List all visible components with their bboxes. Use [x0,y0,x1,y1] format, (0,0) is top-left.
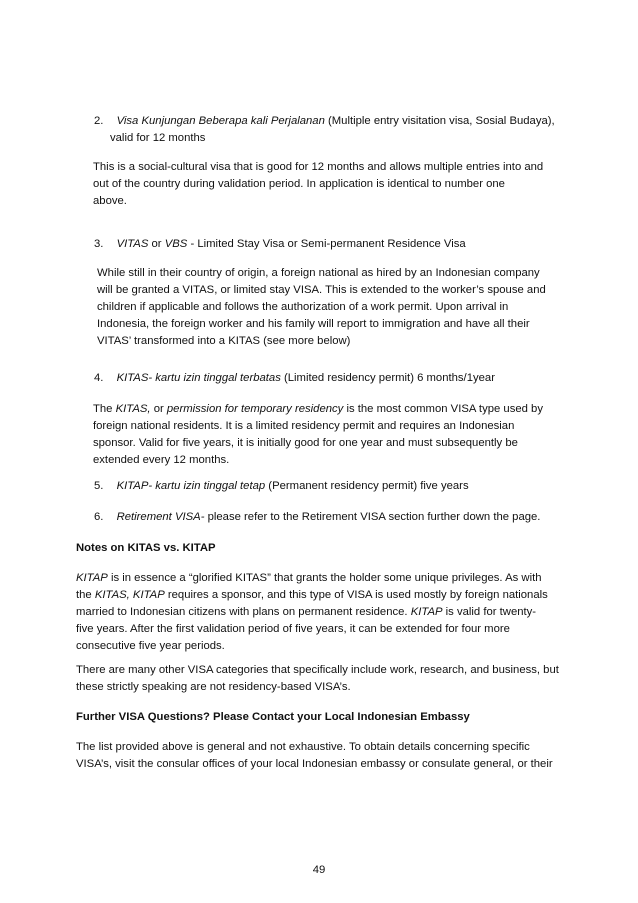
text-run: is the most common VISA type used by [343,403,543,415]
text-run-italic: KITAP [76,572,108,584]
item-title-or: or [148,238,165,250]
text-run: requires a sponsor, and this type of VISA is used mostly by foreign nationals [164,589,548,601]
paragraph-line: children if applicable and follows the authorization of a work permit. Upon arrival in [97,301,509,313]
text-run: the [76,589,95,601]
item-title-rest: (Limited residency permit) 6 months/1year [280,372,495,384]
paragraph-notes [76,570,576,655]
list-number: 3. [94,238,104,250]
item-title: Retirement VISA- [116,511,205,523]
list-item-4 [94,370,574,387]
page-number: 49 [312,864,326,876]
text-run: married to Indonesian citizens with plans on permanent residence. [76,606,411,618]
paragraph-line: The list provided above is general and not exhaustive. To obtain details concerning specific [76,741,530,753]
list-number: 4. [94,372,104,384]
text-run: is in essence a “glorified KITAS” that grants the holder some unique privileges. As with [107,572,542,584]
paragraph-line: sponsor. Valid for five years, it is initially good for one year and must subsequently be [93,437,518,449]
item-title-rest: - Limited Stay Visa or Semi-permanent Residence Visa [187,238,466,250]
paragraph-line: While still in their country of origin, a foreign national as hired by an Indonesian company [97,267,540,279]
list-item-6 [94,509,574,526]
paragraph-line: will be granted a VITAS, or limited stay VISA. This is extended to the worker’s spouse and [97,284,546,296]
item-title-vbs: VBS [164,238,188,250]
section-heading-further: Further VISA Questions? Please Contact your Local Indonesian Embassy [76,711,470,723]
item-title: KITAS- kartu izin tinggal terbatas [116,372,281,384]
paragraph-line: There are many other VISA categories that specifically include work, research, and business, but [76,664,559,676]
paragraph-line: above. [93,195,127,207]
paragraph-line: out of the country during validation period. In application is identical to number one [93,178,505,190]
text-run: is valid for twenty- [442,606,537,618]
list-number: 5. [94,480,104,492]
list-item-3 [94,236,574,253]
item-title-rest: (Multiple entry visitation visa, Sosial Budaya), [324,115,555,127]
paragraph-line: five years. After the first validation period of five years, it can be extended for four more [76,623,510,635]
text-run-italic: KITAP [410,606,443,618]
item-title: Visa Kunjungan Beberapa kali Perjalanan [116,115,325,127]
paragraph-social-cultural [93,159,573,210]
paragraph-line: VISA’s, visit the consular offices of your local Indonesian embassy or consulate general, or their [76,758,553,770]
paragraph-line: consecutive five year periods. [76,640,225,652]
paragraph-line: foreign national residents. It is a limited residency permit and requires an Indonesian [93,420,515,432]
paragraph-line: Indonesia, the foreign worker and his family will report to immigration and have all their [97,318,530,330]
paragraph-line: This is a social-cultural visa that is good for 12 months and allows multiple entries into and [93,161,544,173]
paragraph-line: these strictly speaking are not residency-based VISA’s. [76,681,351,693]
paragraph-line: VITAS’ transformed into a KITAS (see more below) [97,335,351,347]
paragraph-other-categories [76,662,576,696]
item-title-rest: please refer to the Retirement VISA section further down the page. [204,511,541,523]
paragraph-kitas [93,401,573,469]
list-item-2 [94,113,574,147]
item-title-vitas: VITAS [116,238,149,250]
text-run: The [93,403,116,415]
list-number: 6. [94,511,104,523]
text-run-italic: KITAS, KITAP [94,589,165,601]
paragraph-vitas [97,265,577,350]
text-run: or [150,403,167,415]
item-title-rest: (Permanent residency permit) five years [265,480,469,492]
section-heading-notes: Notes on KITAS vs. KITAP [76,542,216,554]
item-line: valid for 12 months [110,132,206,144]
list-number: 2. [94,115,104,127]
list-item-5 [94,478,574,495]
paragraph-further [76,739,576,773]
item-title: KITAP- kartu izin tinggal tetap [116,480,266,492]
paragraph-line: extended every 12 months. [93,454,230,466]
text-run-italic: permission for temporary residency [166,403,344,415]
text-run-italic: KITAS, [115,403,151,415]
